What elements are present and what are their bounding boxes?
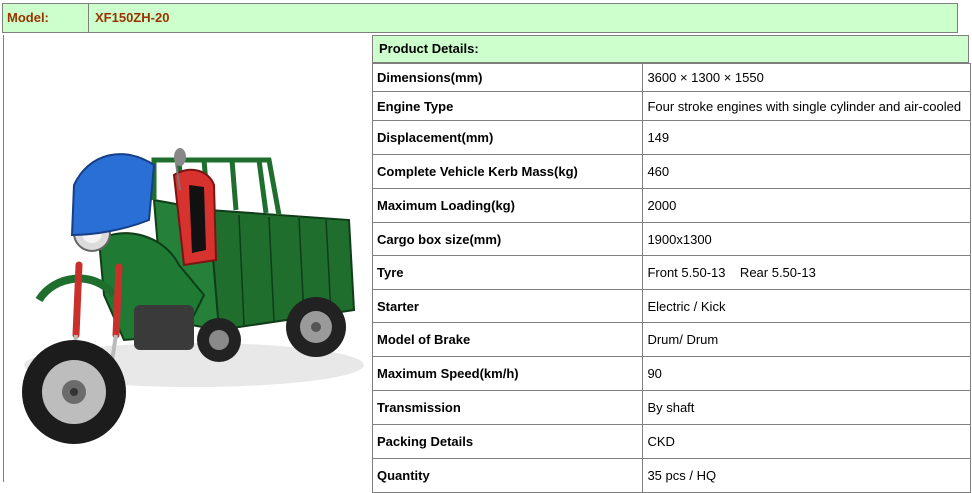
spec-row bbox=[373, 357, 971, 391]
spec-row bbox=[373, 64, 971, 92]
spec-row bbox=[373, 323, 971, 357]
cargo-tricycle-illustration bbox=[4, 35, 372, 482]
spec-row bbox=[373, 223, 971, 256]
spec-row bbox=[373, 290, 971, 323]
model-row bbox=[2, 3, 958, 33]
spec-value: Electric / Kick bbox=[643, 290, 971, 323]
spec-label: Model of Brake bbox=[373, 323, 643, 357]
product-details-table bbox=[372, 35, 969, 493]
spec-value: 149 bbox=[643, 121, 971, 155]
spec-value: 2000 bbox=[643, 189, 971, 223]
spec-label: Tyre bbox=[373, 256, 643, 290]
spec-value: 1900x1300 bbox=[643, 223, 971, 256]
spec-value: 460 bbox=[643, 155, 971, 189]
spec-label: Maximum Loading(kg) bbox=[373, 189, 643, 223]
spec-value: 3600 × 1300 × 1550 bbox=[643, 64, 971, 92]
spec-value: 35 pcs / HQ bbox=[643, 459, 971, 493]
spec-label: Complete Vehicle Kerb Mass(kg) bbox=[373, 155, 643, 189]
spec-row bbox=[373, 121, 971, 155]
spec-row bbox=[373, 256, 971, 290]
spec-label: Maximum Speed(km/h) bbox=[373, 357, 643, 391]
model-label: Model: bbox=[3, 4, 89, 32]
spec-row bbox=[373, 189, 971, 223]
spec-value: 90 bbox=[643, 357, 971, 391]
spec-label: Dimensions(mm) bbox=[373, 64, 643, 92]
spec-value: Front 5.50-13 Rear 5.50-13 bbox=[643, 256, 971, 290]
model-value: XF150ZH-20 bbox=[95, 10, 170, 25]
product-photo bbox=[3, 35, 372, 482]
spec-label: Engine Type bbox=[373, 92, 643, 121]
spec-row bbox=[373, 425, 971, 459]
spec-label: Quantity bbox=[373, 459, 643, 493]
spec-row bbox=[373, 459, 971, 493]
spec-label: Starter bbox=[373, 290, 643, 323]
spec-value: Drum/ Drum bbox=[643, 323, 971, 357]
spec-row bbox=[373, 391, 971, 425]
spec-label: Transmission bbox=[373, 391, 643, 425]
product-details-header: Product Details: bbox=[372, 35, 969, 63]
spec-label: Packing Details bbox=[373, 425, 643, 459]
spec-label: Displacement(mm) bbox=[373, 121, 643, 155]
spec-value: By shaft bbox=[643, 391, 971, 425]
spec-table bbox=[372, 63, 971, 493]
spec-row bbox=[373, 155, 971, 189]
spec-label: Cargo box size(mm) bbox=[373, 223, 643, 256]
spec-value: CKD bbox=[643, 425, 971, 459]
spec-value: Four stroke engines with single cylinder and air-cooled bbox=[643, 92, 971, 121]
spec-row bbox=[373, 92, 971, 121]
